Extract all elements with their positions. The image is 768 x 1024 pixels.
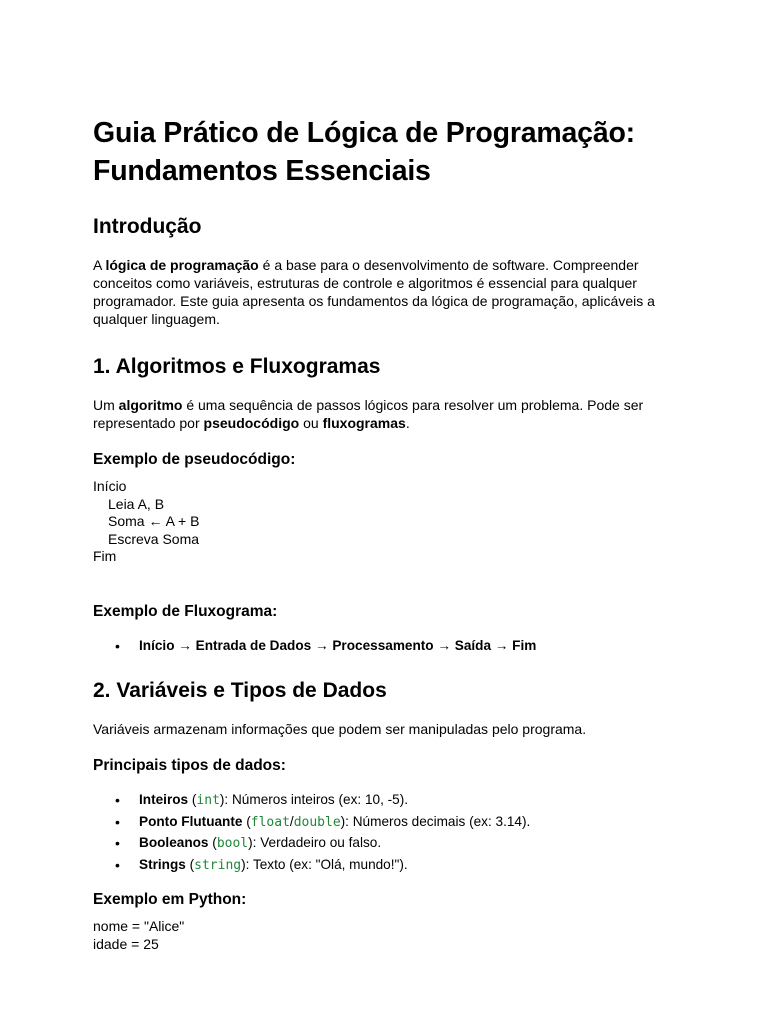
type-name: Strings: [139, 856, 186, 872]
type-code: float: [250, 814, 290, 830]
section-1-paragraph: [93, 396, 683, 432]
s1-bold-algoritmo: algoritmo: [118, 397, 183, 413]
type-code: bool: [216, 836, 249, 852]
code-line: nome = "Alice": [93, 918, 185, 935]
paren: (: [208, 835, 217, 851]
type-code: int: [196, 793, 220, 809]
list-item: [93, 790, 683, 812]
type-name: Inteiros: [139, 792, 189, 808]
document-page: [93, 114, 683, 954]
title-line-1: Guia Prático de Lógica de Programação:: [93, 117, 635, 149]
python-example-heading: Exemplo em Python:: [93, 891, 247, 909]
type-name: Booleanos: [139, 835, 209, 851]
title-line-2: Fundamentos Essenciais: [93, 155, 431, 187]
flowchart-heading: Exemplo de Fluxograma:: [93, 602, 278, 620]
pseudocode-heading: Exemplo de pseudocódigo:: [93, 451, 296, 468]
section-2-paragraph: Variáveis armazenam informações que podem ser manipuladas pelo programa.: [93, 721, 587, 738]
paren: (: [188, 792, 197, 808]
type-description: ): Números decimais (ex: 3.14).: [340, 813, 531, 829]
list-item: [93, 855, 683, 877]
intro-bold-logica: lógica de programação: [105, 257, 259, 273]
s1-bold-fluxogramas: fluxogramas: [322, 415, 406, 431]
flowchart-list: [93, 636, 683, 657]
pseudocode-line: Escreva Soma: [108, 530, 200, 547]
intro-text-1: A: [93, 257, 106, 273]
intro-text-2: é a base para o desenvolvimento de software. Compreender conceitos como variáveis, estruturas de controle e algoritmos é essencial para qualquer programador. Este guia apresenta os fundamentos da lógica de programação, aplicáveis a qualquer linguagem.: [93, 257, 655, 327]
s1-bold-pseudocodigo: pseudocódigo: [203, 415, 300, 431]
paren: (: [242, 813, 251, 829]
data-types-list: [93, 790, 683, 876]
s1-text-1: Um: [93, 397, 119, 413]
s1-text-3: ou: [299, 415, 323, 431]
page-title: [93, 114, 683, 190]
type-separator: /: [289, 813, 294, 829]
type-code: double: [293, 814, 341, 830]
list-item: [93, 812, 683, 834]
paren: (: [185, 856, 195, 872]
pseudocode-block: [93, 478, 683, 566]
code-line: idade = 25: [93, 936, 159, 953]
s1-text-2: é uma sequência de passos lógicos para resolver um problema. Pode ser representado por: [93, 397, 644, 431]
data-types-heading: Principais tipos de dados:: [93, 757, 286, 775]
intro-paragraph: [93, 256, 683, 328]
type-code: string: [194, 857, 242, 873]
type-description: ): Texto (ex: "Olá, mundo!").: [241, 856, 408, 872]
python-code-block: [93, 918, 683, 953]
type-description: ): Números inteiros (ex: 10, -5).: [219, 792, 409, 808]
list-item: [93, 636, 683, 657]
s1-text-4: .: [405, 415, 410, 431]
pseudocode-line: Leia A, B: [108, 495, 165, 512]
flowchart-steps: Início → Entrada de Dados → Processamento → Saída → Fim: [139, 637, 537, 653]
type-description: ): Verdadeiro ou falso.: [248, 835, 382, 851]
type-name: Ponto Flutuante: [139, 813, 243, 829]
intro-heading: Introdução: [93, 215, 202, 238]
section-2-heading: 2. Variáveis e Tipos de Dados: [93, 679, 387, 703]
pseudocode-line: Fim: [93, 548, 117, 565]
pseudocode-line: Soma ← A + B: [108, 513, 200, 530]
list-item: [93, 833, 683, 855]
section-1-heading: 1. Algoritmos e Fluxogramas: [93, 355, 381, 378]
pseudocode-line: Início: [93, 478, 127, 494]
